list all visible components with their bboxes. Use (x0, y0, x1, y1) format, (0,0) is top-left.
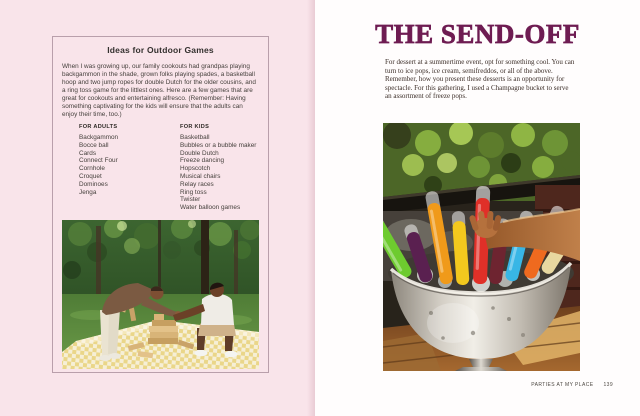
list-item: Connect Four (79, 157, 118, 165)
game-lists (79, 124, 268, 212)
kids-column (180, 124, 268, 212)
list-item: Cornhole (79, 165, 105, 173)
page-title: THE SEND-OFF (375, 19, 580, 49)
adults-list (79, 134, 180, 196)
page-footer (531, 382, 613, 388)
list-item: Croquet (79, 172, 102, 180)
outdoor-games-box (52, 36, 269, 373)
list-item: Bubbles or a bubble maker (180, 141, 257, 149)
list-item: Dominoes (79, 180, 108, 188)
footer-book-title: PARTIES AT MY PLACE (531, 382, 594, 388)
list-item: Double Dutch (180, 149, 219, 157)
list-item: Relay races (180, 180, 214, 188)
list-item: Hopscotch (180, 165, 211, 173)
list-item: Jenga (79, 188, 97, 196)
kids-list-header: FOR KIDS (180, 124, 210, 130)
list-item: Basketball (180, 134, 210, 141)
outdoor-jenga-photo (62, 220, 259, 369)
outdoor-games-heading: Ideas for Outdoor Games (107, 45, 214, 55)
left-page (0, 0, 315, 416)
send-off-paragraph: For dessert at a summertime event, opt for something cool. You can turn to ice pops, ice cream, semifreddos, or all of the above. Remember, how you present these desserts is an opportunity for spectacle. For this gathering, I used a Champagne bucket to serve an assortment of freeze pops. (385, 58, 575, 101)
list-item: Musical chairs (180, 172, 221, 180)
list-item: Freeze dancing (180, 157, 225, 165)
footer-page-number: 139 (603, 382, 613, 388)
right-page (315, 0, 640, 416)
adults-list-header: FOR ADULTS (79, 124, 118, 130)
list-item: Backgammon (79, 134, 119, 141)
list-item: Bocce ball (79, 141, 109, 149)
freeze-pops-bucket-photo (383, 123, 580, 371)
kids-list (180, 134, 268, 212)
list-item: Water balloon games (180, 204, 241, 212)
list-item: Cards (79, 149, 97, 157)
outdoor-games-intro: When I was growing up, our family cookouts had grandpas playing backgammon in the shade, grown folks playing spades, a basketball hoop and two jump ropes for double Dutch for the older cousins, and a ring toss game for the littlest ones. Here are a few games that are great for cookouts and entertaining alfresco. (Remember: Having something captivating for the kids will ensure that the adults can enjoy their time, too.) (62, 63, 256, 118)
list-item: Twister (180, 196, 201, 204)
list-item: Ring toss (180, 188, 207, 196)
adults-column (79, 124, 180, 212)
